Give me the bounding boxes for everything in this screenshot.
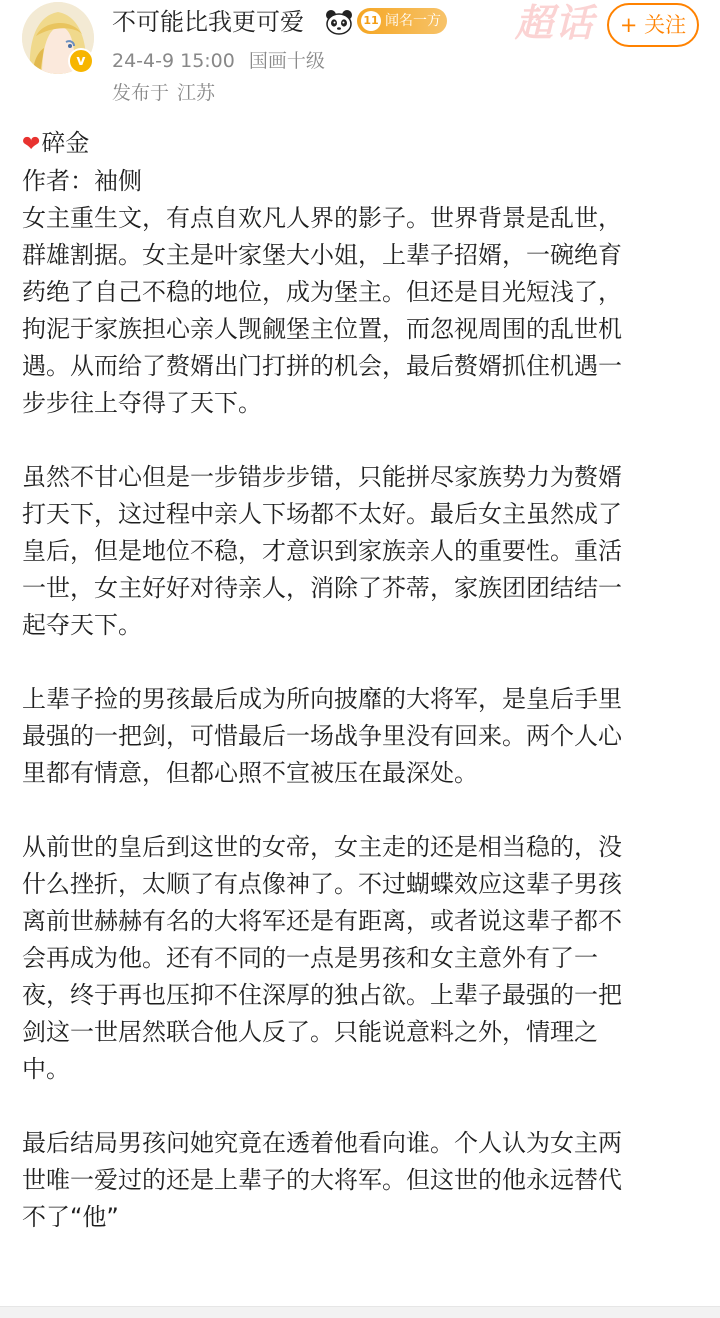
post-paragraph <box>22 681 698 792</box>
paragraph-line: 离前世赫赫有名的大将军还是有距离，或者说这辈子都不 <box>22 907 622 935</box>
verified-badge-icon: v <box>68 48 94 74</box>
paragraph-line: 夜，终于再也压抑不住深厚的独占欲。上辈子最强的一把 <box>22 981 622 1009</box>
paragraph-line: 拘泥于家族担心亲人觊觎堡主位置，而忽视周围的乱世机 <box>22 315 622 343</box>
bottom-divider <box>0 1306 720 1318</box>
panda-emoji-icon <box>325 9 353 35</box>
paragraph-line: 起夺天下。 <box>22 611 142 639</box>
paragraph-line: 中。 <box>22 1055 70 1083</box>
paragraph-line: 最强的一把剑，可惜最后一场战争里没有回来。两个人心 <box>22 722 622 750</box>
paragraph-line: 里都有情意，但都心照不宣被压在最深处。 <box>22 759 478 787</box>
paragraph-line: 打天下，这过程中亲人下场都不太好。最后女主虽然成了 <box>22 500 622 528</box>
paragraph-line: 会再成为他。还有不同的一点是男孩和女主意外有了一 <box>22 944 598 972</box>
paragraph-line: 药绝了自己不稳的地位，成为堡主。但还是目光短浅了， <box>22 278 622 306</box>
post-author: 作者：袖侧 <box>22 167 142 195</box>
location-prefix: 发布于 <box>112 82 170 104</box>
heart-icon: ❤ <box>22 132 41 157</box>
post-paragraph <box>22 1125 698 1236</box>
paragraph-line: 虽然不甘心但是一步错步步错，只能拼尽家族势力为赘婿 <box>22 463 622 491</box>
paragraph-line: 最后结局男孩问她究竟在透着他看向谁。个人认为女主两 <box>22 1129 622 1157</box>
user-name[interactable]: 不可能比我更可爱 <box>112 8 304 36</box>
location-name: 江苏 <box>177 82 216 104</box>
post-header <box>0 0 720 118</box>
post-title-line <box>22 125 698 163</box>
paragraph-line: 皇后，但是地位不稳，才意识到家族亲人的重要性。重活 <box>22 537 622 565</box>
fan-level-badge[interactable] <box>357 8 447 34</box>
post-content <box>22 125 698 1236</box>
post-date: 24-4-9 15:00 <box>112 50 235 72</box>
post-paragraph <box>22 829 698 1088</box>
fan-badge-label: 闻名一方 <box>385 13 441 29</box>
post-paragraph <box>22 200 698 422</box>
fan-level-icon: 11 <box>361 11 381 31</box>
paragraph-line: 上辈子捡的男孩最后成为所向披靡的大将军，是皇后手里 <box>22 685 622 713</box>
post-location <box>112 80 215 106</box>
paragraph-line: 从前世的皇后到这世的女帝，女主走的还是相当稳的，没 <box>22 833 622 861</box>
paragraph-line: 什么挫折，太顺了有点像神了。不过蝴蝶效应这辈子男孩 <box>22 870 622 898</box>
post-title: 碎金 <box>41 129 90 157</box>
paragraph-line: 不了“他” <box>22 1203 119 1231</box>
paragraph-line: 世唯一爱过的还是上辈子的大将军。但这世的他永远替代 <box>22 1166 622 1194</box>
paragraph-line: 步步往上夺得了天下。 <box>22 389 262 417</box>
follow-button[interactable]: + 关注 <box>607 3 699 47</box>
paragraph-line: 群雄割据。女主是叶家堡大小姐，上辈子招婿，一碗绝育 <box>22 241 622 269</box>
super-topic-watermark: 超话 <box>515 1 596 45</box>
post-paragraphs <box>22 200 698 1236</box>
paragraph-line: 剑这一世居然联合他人反了。只能说意料之外，情理之 <box>22 1018 598 1046</box>
paragraph-line: 遇。从而给了赘婿出门打拼的机会，最后赘婿抓住机遇一 <box>22 352 622 380</box>
user-level: 国画十级 <box>248 50 325 72</box>
post-meta <box>112 48 325 74</box>
paragraph-line: 一世，女主好好对待亲人，消除了芥蒂，家族团团结结一 <box>22 574 622 602</box>
post-paragraph <box>22 459 698 644</box>
paragraph-line: 女主重生文，有点自欢凡人界的影子。世界背景是乱世， <box>22 204 622 232</box>
